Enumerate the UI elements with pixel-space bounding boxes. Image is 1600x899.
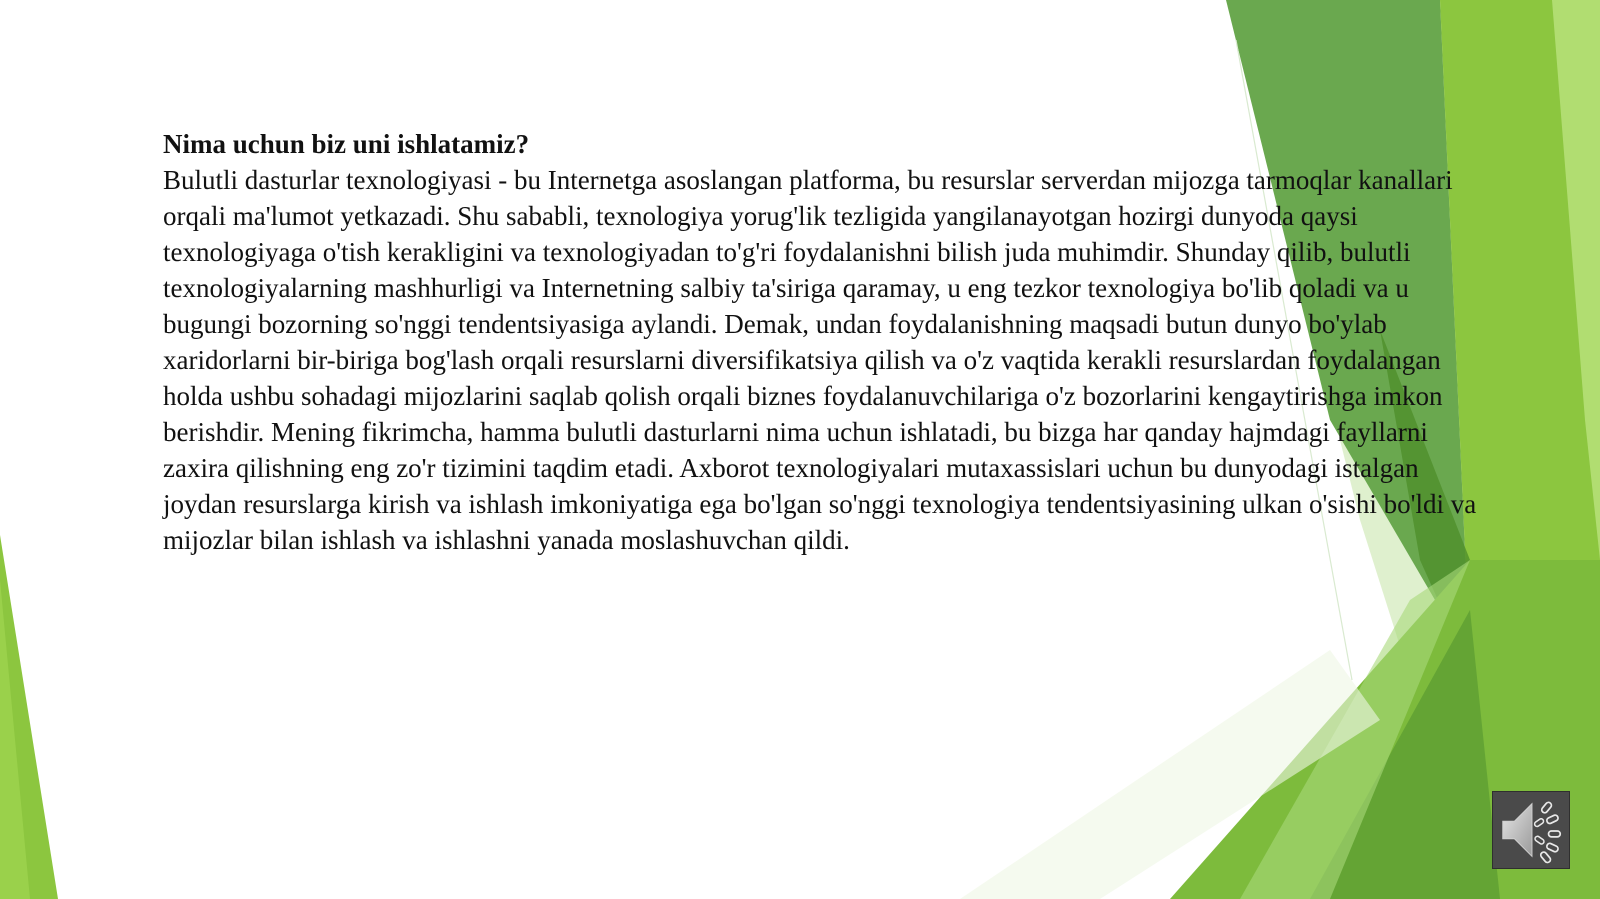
slide-content bbox=[163, 126, 1483, 558]
speaker-icon bbox=[1493, 792, 1569, 868]
slide-body-text: Bulutli dasturlar texnologiyasi - bu Internetga asoslangan platforma, bu resurslar serverdan mijozga tarmoqlar kanallari orqali ma'lumot yetkazadi. Shu sababli, texnologiya yorug'lik tezligida yangilanayotgan hozirgi dunyoda qaysi texnologiyaga o'tish kerakligini va texnologiyadan to'g'ri foydalanishni bilish juda muhimdir. Shunday qilib, bulutli texnologiyalarning mashhurligi va Internetning salbiy ta'siriga qaramay, u eng tezkor texnologiya bo'lib qoladi va u bugungi bozorning so'nggi tendentsiyasiga aylandi. Demak, undan foydalanishning maqsadi butun dunyo bo'ylab xaridorlarni bir-biriga bog'lash orqali resurslarni diversifikatsiya qilish va o'z vaqtida kerakli resurslardan foydalangan holda ushbu sohadagi mijozlarini saqlab qolish orqali biznes foydalanuvchilariga o'z bozorlarini kengaytirishga imkon berishdir. Mening fikrimcha, hamma bulutli dasturlarni nima uchun ishlatadi, bu bizga har qanday hajmdagi fayllarni zaxira qilishning eng zo'r tizimini taqdim etadi. Axborot texnologiyalari mutaxassislari uchun bu dunyodagi istalgan joydan resurslarga kirish va ishlash imkoniyatiga ega bo'lgan so'nggi texnologiya tendentsiyasining ulkan o'sishi bo'ldi va mijozlar bilan ishlash va ishlashni yanada moslashuvchan qildi. bbox=[163, 165, 1477, 555]
slide-heading: Nima uchun biz uni ishlatamiz? bbox=[163, 129, 530, 159]
audio-play-button[interactable] bbox=[1492, 791, 1570, 869]
